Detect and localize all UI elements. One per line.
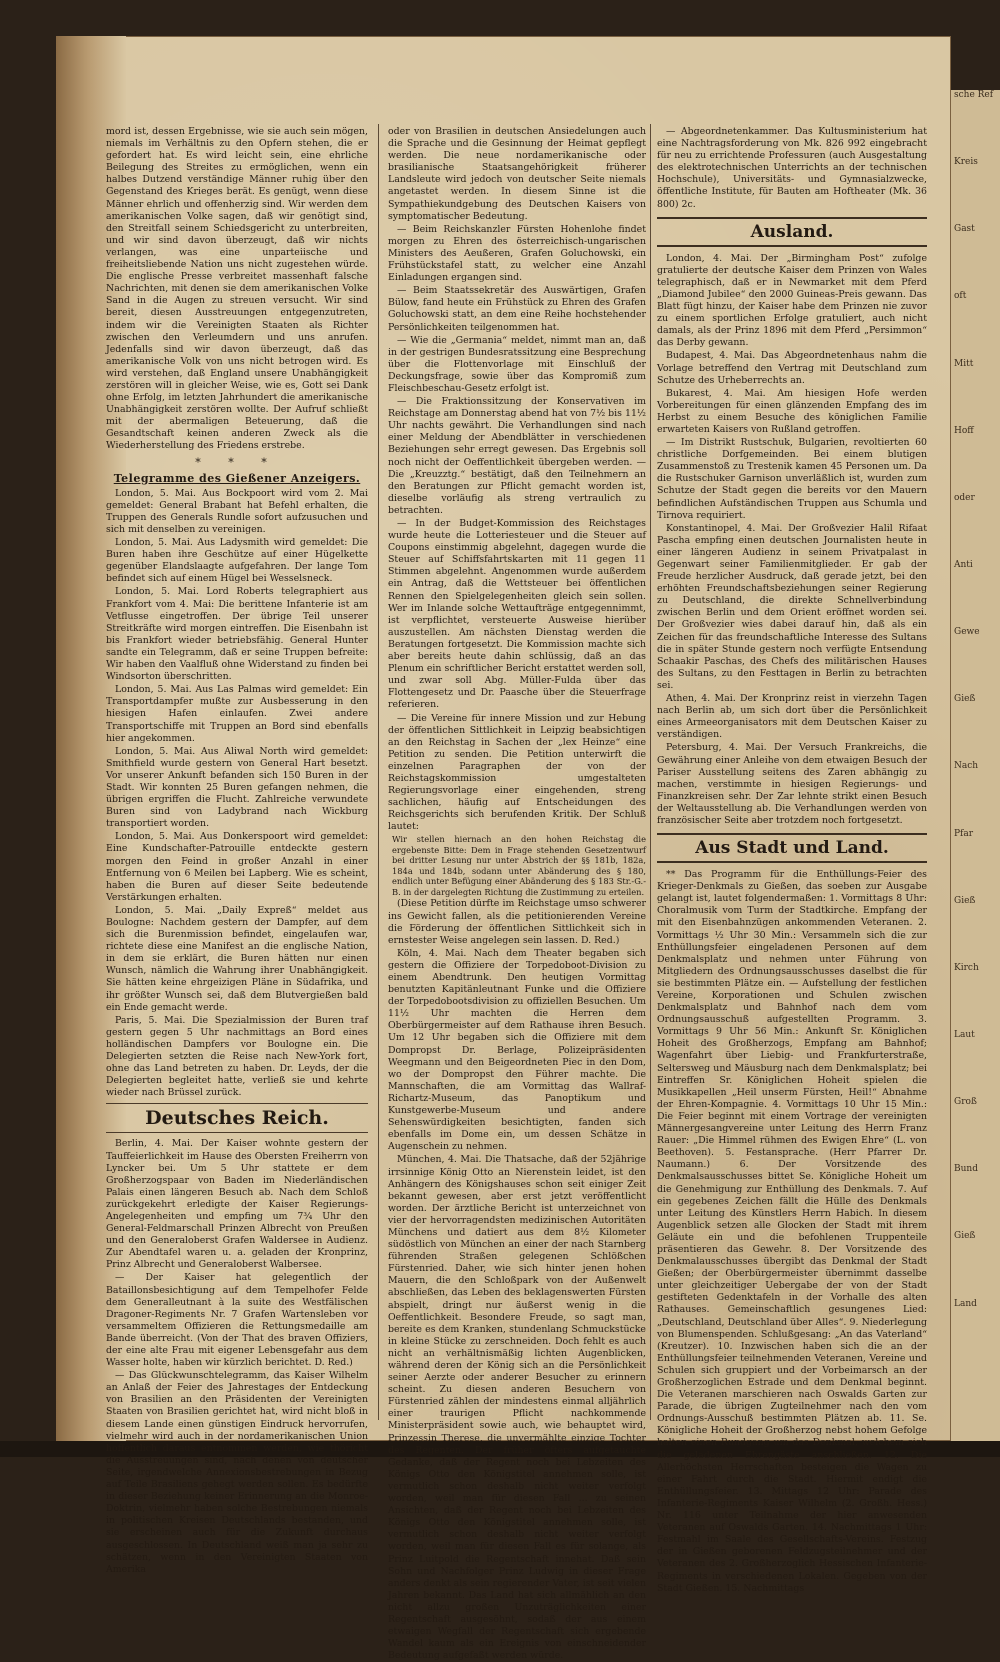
- adjacent-page-text: [951, 1265, 1000, 1276]
- news-item: München, 4. Mai. Die Thatsache, daß der 52jährige irrsinnige König Otto an Nierenstein leidet, ist den Anhängern des Königshauses schon seit einiger Zeit bekannt gewesen, aber erst jetzt veröffentlicht worden. Der ärztliche Bericht ist unterzeichnet von vier der hervorragendsten medizinischen Autoritäten Münchens und datiert aus dem 8½ Kilometer südöstlich von München an einer der nach Starnberg führenden Straßen gelegenen Schlößchen Fürstenried. Daher, wie sich hinter jenen hohen Mauern, die den Schloßpark von der Außenwelt abschließen, das Leben des beklagenswerten Fürsten abspielt, dringt nur äußerst wenig in die Oeffentlichkeit. Besondere Freude, so sagt man, bereite es dem Kranken, stundenlang Schmuckstücke in kleine Stücke zu zerschneiden. Doch fehlt es auch nicht an verhältnismäßig lichten Augenblicken, während deren der König sich an die Persönlichkeit seiner Aerzte oder anderer Besucher zu erinnern scheint. Zu diesen anderen Besuchern von Fürstenried zählen der mindestens einmal alljährlich einer traurigen Pflicht nachkommende Ministerpräsident sowie auch, wie behauptet wird, Prinzessin Therese, die unvermählte einzige Tochter des Regenten. Der früher öfters aufgetauchte Gedanke, daß der Regent noch bei Lebzeiten des Königs Otto den Königstitel annehmen solle, ist vermutlich schon deshalb nicht weiter verfolgt worden, weil man für diesen Fall ... zu seinen Ansichten, daß der Regent noch bei Lebzeiten des Königs Otto den Königstitel annehmen solle, ist vermutlich schon deshalb nicht weiter verfolgt worden, weil man für diesen Fall es für solange, als Prinz Luitpold die Regentschaft innehat. Daß sein Sohn und Nachfolger Prinz Ludwig in dieser Frage anders denkt als sein regierender Vater, ist seit vielen Jahren bekannt. Das Land hat sich allmählich an den nicht allzu großen Unzuträglichkeiten einer Regentschaft ausgesöhnt, sodaß der aus einem etwaigen Wegfall der Regentschaft sich ergebende Wandel kaum als ein Ereignis von einschneidender Bedeutung aufgefaßt werden würde.: [388, 1154, 646, 1662]
- adjacent-page-text: [951, 269, 1000, 280]
- adjacent-page-text: Gewe: [954, 627, 980, 638]
- column-3: [657, 126, 927, 1594]
- adjacent-page-text: [951, 112, 1000, 123]
- adjacent-page-text: [951, 672, 1000, 683]
- adjacent-page-text: [951, 885, 1000, 896]
- adjacent-page-text: [951, 683, 1000, 694]
- adjacent-page-text: [951, 851, 1000, 862]
- adjacent-page-text: [951, 1343, 1000, 1354]
- adjacent-page-text: [951, 415, 1000, 426]
- adjacent-page-text: [951, 325, 1000, 336]
- adjacent-page-text: [951, 1354, 1000, 1365]
- adjacent-page-text: [951, 1108, 1000, 1119]
- adjacent-page-text: [951, 101, 1000, 112]
- adjacent-page-text: [951, 347, 1000, 358]
- news-item: — Im Distrikt Rustschuk, Bulgarien, revoltierten 60 christliche Dorfgemeinden. Bei einem blutigen Zusammenstoß zu Trestenik kamen 45 Personen um. Da die Rustschuker Garnison unverläßlich ist, wurden zum Schutze der Stadt gegen die bereits vor den Mauern befindlichen Aufständischen Truppen aus Schumla und Tirnova requiriert.: [657, 437, 927, 521]
- adjacent-page-text: [951, 403, 1000, 414]
- adjacent-page-text: Gieß: [954, 1231, 976, 1242]
- news-item: Köln, 4. Mai. Nach dem Theater begaben sich gestern die Offiziere der Torpedoboot-Division zu einem Abendtrunk. Den heutigen Vormittag benutzten Kapitänleutnant Funke und die Offiziere der Torpedobootsdivision zu offiziellen Besuchen. Um 11½ Uhr machten die Herren dem Oberbürgermeister auf dem Rathause ihren Besuch. Um 12 Uhr begaben sich die Offiziere mit dem Dompropst Dr. Berlage, Polizeipräsidenten Weegmann und den Beigeordneten Piec in den Dom, wo der Dompropst den Führer machte. Die Mannschaften, die am Vormittag das Wallraf-Richartz-Museum, das Panoptikum und Kunstgewerbe-Museum und andere Sehenswürdigkeiten besichtigten, fanden sich ebenfalls im Dome ein, um dessen Schätze in Augenschein zu nehmen.: [388, 947, 646, 1153]
- news-item: Athen, 4. Mai. Der Kronprinz reist in vierzehn Tagen nach Berlin ab, um sich dort über die Persönlichkeit eines Armeeorganisators mit dem Deutschen Kaiser zu verständigen.: [657, 693, 927, 741]
- section-separator: * * *: [195, 455, 279, 469]
- adjacent-page-text: [951, 1153, 1000, 1164]
- adjacent-page-text: [951, 1041, 1000, 1052]
- adjacent-page-text: [951, 526, 1000, 537]
- adjacent-page-text: [951, 1019, 1000, 1030]
- petition-quote: Wir stellen hiernach an den hohen Reichstag die ergebenste Bitte: Dem in Frage stehenden Gesetzentwurf bei dritter Lesung nur unter Abstrich der §§ 181b, 182a, 184a und 184b, sodann unter Abänderung des § 180, endlich unter Befügung einer Abänderung des § 183 Str.-G.-B. in der dargelegten Richtung die Zustimmung zu erteilen.: [392, 834, 646, 897]
- adjacent-page-text: [951, 996, 1000, 1007]
- adjacent-page-text: [951, 213, 1000, 224]
- news-item: (Diese Petition dürfte im Reichstage umso schwerer ins Gewicht fallen, als die petitionierenden Vereine die Förderung der öffentlichen Sittlichkeit sich in ernstester Weise angelegen sein lassen. D. Red.): [388, 898, 646, 946]
- adjacent-page-text: Mitt: [954, 358, 974, 369]
- adjacent-page-text: [951, 918, 1000, 929]
- adjacent-page-text: [951, 929, 1000, 940]
- adjacent-page-text: [951, 235, 1000, 246]
- adjacent-page-text: Kirch: [954, 962, 979, 973]
- news-item: Petersburg, 4. Mai. Der Versuch Frankreichs, die Gewährung einer Anleihe von dem etwaigen Besuch der Pariser Ausstellung seitens des Zaren abhängig zu machen, verstimmte in hiesigen Regierungs- und Finanzkreisen sehr. Der Zar lehnte strikt einen Besuch der Weltausstellung ab. Die Verhandlungen werden von französischer Seite aber trotzdem noch fortgesetzt.: [657, 742, 927, 826]
- adjacent-page-text: [951, 1008, 1000, 1019]
- column-rule: [650, 124, 651, 1420]
- adjacent-page-text: [951, 985, 1000, 996]
- adjacent-page-text: [951, 728, 1000, 739]
- adjacent-page-text: [951, 258, 1000, 269]
- adjacent-page-text: [951, 381, 1000, 392]
- news-item: London, 4. Mai. Der „Birmingham Post“ zufolge gratulierte der deutsche Kaiser dem Prinzen von Wales telegraphisch, daß er in Newmarket mit dem Pferd „Diamond Jubilee“ den 2000 Guineas-Preis gewann. Das Blatt fügt hinzu, der Kaiser habe dem Prinzen nie zuvor zu einem sportlichen Erfolge gratuliert, auch nicht damals, als der Prinz 1896 mit dem Pferd „Persimmon“ das Derby gewann.: [657, 252, 927, 349]
- adjacent-page-text: [951, 873, 1000, 884]
- adjacent-page-text: [951, 448, 1000, 459]
- adjacent-page-text: [951, 470, 1000, 481]
- adjacent-page-text: [951, 974, 1000, 985]
- adjacent-page-text: Gast: [954, 224, 975, 235]
- adjacent-page-text: [951, 739, 1000, 750]
- adjacent-page-text: [951, 1052, 1000, 1063]
- telegram-item: London, 5. Mai. Aus Donkerspoort wird gemeldet: Eine Kundschafter-Patrouille entdeckte gestern morgen den Feind in großer Anzahl in einer Entfernung von 6 Meilen bei Lapberg. Wie es scheint, haben die Buren auf dieser Seite bedeutende Verstärkungen erhalten.: [106, 831, 368, 903]
- adjacent-page-text: [951, 650, 1000, 661]
- news-item: Konstantinopel, 4. Mai. Der Großvezier Halil Rifaat Pascha empfing einen deutschen Journalisten heute in einer längeren Audienz in seinem Privatpalast in Gegenwart seiner Familienmitglieder. Er gab der Freude herzlicher Ausdruck, daß gerade jetzt, bei den erhöhten Freundschaftsbeziehungen seiner Regierung zu Deutschland, die direkte Schnellverbindung zwischen Berlin und dem Orient eröffnet worden sei. Der Großvezier wies dabei darauf hin, daß als ein Zeichen für das freundschaftliche Interesse des Sultans die in später Stunde gestern noch verfügte Entsendung Schaakir Paschas, des Chefs des militärischen Hauses des Sultans, zu den Festtagen in Berlin zu betrachten sei.: [657, 522, 927, 691]
- adjacent-page-text: Nach: [954, 761, 979, 772]
- adjacent-page-text: Gieß: [954, 895, 976, 906]
- adjacent-page-text: Bund: [954, 1164, 978, 1175]
- column-1: [106, 126, 368, 1575]
- adjacent-page-text: [951, 952, 1000, 963]
- adjacent-page-text: [951, 146, 1000, 157]
- adjacent-page-text: [951, 515, 1000, 526]
- news-item: — Die Fraktionssitzung der Konservativen im Reichstage am Donnerstag abend hat von 7½ bis 11½ Uhr nachts gewährt. Die Verhandlungen sind nach einer Meldung der Abendblätter in verschiedenen Beziehungen sehr erregt gewesen. Das Ergebnis soll noch nicht der Oeffentlichkeit übergeben werden. — Die „Kreuzztg.“ bestätigt, daß den Teilnehmern an den Beratungen zur Pflicht gemacht worden ist, dieselbe vorläufig als streng vertraulich zu betrachten.: [388, 396, 646, 516]
- adjacent-page-text: Laut: [954, 1029, 975, 1040]
- adjacent-page-text: [951, 795, 1000, 806]
- adjacent-page-text: [951, 1120, 1000, 1131]
- adjacent-page-text: [951, 1131, 1000, 1142]
- news-item: ** Das Programm für die Enthüllungs-Feier des Krieger-Denkmals zu Gießen, das soeben zur Ausgabe gelangt ist, lautet folgendermaßen: 1. Vormittags 8 Uhr: Choralmusik vom Turm der Stadtkirche. Empfang der mit den Eisenbahnzügen ankommenden Veteranen. 2. Vormittags ½ Uhr 30 Min.: Versammeln sich die zur Enthüllungsfeier eingeladenen Personen auf dem Denkmalsplatz und nehmen unter Führung von Mitgliedern des Ordnungsausschusses daselbst die für sie bestimmten Plätze ein. — Aufstellung der festlichen Vereine, Korporationen und Schulen zwischen Denkmalsplatz und Bahnhof nach dem vom Ordnungsausschuß aufgestellten Programm. 3. Vormittags 9 Uhr 56 Min.: Ankunft Sr. Königlichen Hoheit des Großherzogs, Empfang am Bahnhof; Wagenfahrt über Liebig- und Frankfurterstraße, Seltersweg und Mäusburg nach dem Denkmalsplatz; bei Eintreffen Sr. Königlichen Hoheit spielen die Musikkapellen „Heil unserm Fürsten, Heil!“ Abnahme der Ehren-Kompagnie. 4. Vormittags 10 Uhr 15 Min.: Die Feier beginnt mit einem Vortrage der vereinigten Männergesangvereine unter Leitung des Herrn Franz Rauer: „Die Himmel rühmen des Ewigen Ehre“ (L. von Beethoven). 5. Festansprache. (Herr Pfarrer Dr. Naumann.) 6. Der Vorsitzende des Denkmalsausschusses bittet Se. Königliche Hoheit um die Genehmigung zur Enthüllung des Denkmals. 7. Auf ein gegebenes Zeichen fällt die Hülle des Denkmals unter Leitung des Künstlers Herrn Habich. In diesem Augenblick setzen alle Glocken der Stadt mit ihrem Geläute ein und die befohlenen Truppenteile präsentieren das Gewehr. 8. Der Vorsitzende des Denkmalausschusses übergibt das Denkmal der Stadt Gießen; der Oberbürgermeister übernimmt dasselbe unter gleichzeitiger Uebergabe der von der Stadt gestifteten Gedenktafeln in der Vorhalle des alten Rathauses. Gemeinschaftlich gesungenes Lied: „Deutschland, Deutschland über Alles“. 9. Niederlegung von Blumenspenden. Schlußgesang: „An das Vaterland“ (Kreutzer). 10. Inzwischen haben sich die an der Enthüllungsfeier teilnehmenden Veteranen, Vereine und Schulen sich gruppiert und der Vorbeimarsch an der Großherzoglichen Estrade und dem Denkmal beginnt. Die Veteranen marschieren nach Oswalds Garten zur Parade, die übrigen Zugteilnehmer nach den vom Ordnungs-Ausschuß bestimmten Plätzen ab. 11. Se. Königliche Hoheit der Großherzog nebst hohem Gefolge halten einen Rundgang um das Denkmal, welchem sich die geladenen Ehrengäste anschließen. 12. Die Allerhöchsten Herrschaften besteigen die Wagen zu einer Fahrt durch die Stadt. Hiermit endigt die Enthüllungsfeier. 13. Mittags 12 Uhr: Parade des Infanterie-Regiments Kaiser Wilhelm (2. Großh. Hess.) Nr. 116 unter Teilnahme der hier anwesenden Veteranen auf Oswalds Garten. 14. Nachmittags 1 Uhr: Festmahl im Saale des Gesellschafts-Vereins. Festzug der in Gießen geborenen Feldzugsteilnehmer und der Veteranen des 2. Großherzoglich Hessischen Infanterie-Regiments in verschiedenen Lokalen. Gegeben von der Stadt Gießen. 15. Nachmittags: [657, 869, 927, 1594]
- adjacent-page-text: [951, 605, 1000, 616]
- adjacent-page-text: [951, 840, 1000, 851]
- adjacent-page-text: [951, 594, 1000, 605]
- adjacent-page-text: [951, 314, 1000, 325]
- adjacent-page-text: [951, 1064, 1000, 1075]
- adjacent-page-text: [951, 862, 1000, 873]
- news-item: Berlin, 4. Mai. Der Kaiser wohnte gestern der Tauffeierlichkeit im Hause des Obersten Freiherrn von Lyncker bei. Um 5 Uhr stattete er dem Großherzogspaar von Baden im Niederländischen Palais einen längeren Besuch ab. Nach dem Schloß zurückgekehrt erledigte der Kaiser Regierungs-Angelegenheiten und empfing um 7¾ Uhr den General-Feldmarschall Prinzen Albrecht von Preußen und den Generaloberst Grafen Waldersee in Audienz. Zur Abendtafel waren u. a. geladen der Kronprinz, Prinz Albrecht und Generaloberst Walbersee.: [106, 1138, 368, 1271]
- telegram-item: London, 5. Mai. Aus Las Palmas wird gemeldet: Ein Transportdampfer mußte zur Ausbesserung in den hiesigen Hafen einlaufen. Zwei andere Transportschiffe mit Truppen an Bord sind ebenfalls hier angekommen.: [106, 684, 368, 744]
- adjacent-page-text: Pfar: [954, 828, 974, 839]
- adjacent-page-text: [951, 616, 1000, 627]
- adjacent-page-text: [951, 705, 1000, 716]
- adjacent-page-text: [951, 1254, 1000, 1265]
- column-2: [388, 126, 646, 1662]
- article-paragraph: mord ist, dessen Ergebnisse, wie sie auch sein mögen, niemals im Verhältnis zu den Opfern stehen, die er gefordert hat. Es wird leicht sein, eine ehrliche Beilegung des Streites zu ermöglichen, wenn ein halbes Dutzend verständige Männer ruhig über den Gegenstand des Krieges berät. Es genügt, wenn diese Männer ehrlich und offenherzig sind. Wir werden dem amerikanischen Volke sagen, daß wir genötigt sind, den Streitfall seinem Schiedsgericht zu unterbreiten, und wir sind davon überzeugt, daß wir nichts verlangen, was eine unparteiische und freiheitsliebende Nation uns nicht zugestehen würde. Die englische Presse verbreitet massenhaft falsche Nachrichten, mit denen sie dem amerikanischen Volke Sand in die Augen zu streuen versucht. Wir sind bereit, diesen Ausstreuungen entgegenzutreten, indem wir die Vereinigten Staaten als Richter zwischen den Verleumdern und uns anrufen. Jedenfalls sind wir davon überzeugt, daß das amerikanische Volk von uns nicht betrogen wird. Es wird verstehen, daß England unsere Unabhängigkeit zerstören will in gleicher Weise, wie es, Gott sei Dank ohne Erfolg, im letzten Jahrhundert die amerikanische Unabhängigkeit zerstören wollte. Der Aufruf schließt mit der abermaligen Beteuerung, daß die Gesandtschaft keinen anderen Zweck als die Wiederherstellung des Friedens erstrebe.: [106, 126, 368, 452]
- adjacent-page-text: [951, 336, 1000, 347]
- telegram-item: London, 5. Mai. Lord Roberts telegraphiert aus Frankfort vom 4. Mai: Die berittene Infanterie ist am Vetflusse eingetroffen. Der übrige Teil unserer Streitkräfte wird morgen eintreffen. Die Eisenbahn ist bis Frankfort wieder betriebsfähig. General Hunter sandte ein Telegramm, daß er seine Truppen befreite: Wir haben den Vaalfluß ohne Widerstand zu finden bei Windsorton überschritten.: [106, 586, 368, 683]
- section-heading-stadt-und-land: Aus Stadt und Land.: [657, 833, 927, 863]
- news-item: — Das Glückwunschtelegramm, das Kaiser Wilhelm an Anlaß der Feier des Jahrestages der Entdeckung von Brasilien an den Präsidenten der Vereinigten Staaten von Brasilien gerichtet hat, wird nicht bloß in diesem Lande einen günstigen Eindruck hervorrufen, vielmehr wird auch in der nordamerikanischen Union hoffentlich daraus entnommen werden, wie thöricht die Ausstreuungen sind, nach denen von deutscher Seite, irgendwelche Annexionsbestrebungen in Bezug auf Teile Brasiliens gehegt werden sollen. Es bedürfte in dieser Beziehung keiner Erinnerung an die Monroe-Doktrin, vielmehr haben solche Bestrebungen niemals in politischen Kreisen Deutschlands bestanden, und sie erscheinen auch für die Zukunft durchaus ausgeschlossen. In Deutschland weiß man ja sehr zu schätzen, wenn in den Vereinigten Staaten von Amerika: [106, 1370, 368, 1575]
- adjacent-page-text: [951, 1142, 1000, 1153]
- adjacent-page-text: [951, 135, 1000, 146]
- news-item: Bukarest, 4. Mai. Am hiesigen Hofe werden Vorbereitungen für einen glänzenden Empfang des im Herbst zu einem Besuche des königlichen Familie erwarteten Kaisers von Rußland getroffen.: [657, 387, 927, 435]
- adjacent-page-text: [951, 1287, 1000, 1298]
- adjacent-page-text: [951, 202, 1000, 213]
- news-item: — Beim Staatssekretär des Auswärtigen, Grafen Bülow, fand heute ein Frühstück zu Ehren des Grafen Goluchowski statt, an dem eine Reihe hochstehender Persönlichkeiten teilgenommen hat.: [388, 285, 646, 333]
- adjacent-page-text: Groß: [954, 1097, 977, 1108]
- news-item: — Der Kaiser hat gelegentlich der Bataillonsbesichtigung auf dem Tempelhofer Felde dem Generalleutnant à la suite des Westfälischen Dragoner-Regiments Nr. 7 Grafen Wartensleben vor versammeltem Offizieren die Rettungsmedaille am Bande überreicht. (Von der That des braven Offiziers, der eine alte Frau mit eigener Lebensgefahr aus dem Wasser holte, haben wir kürzlich berichtet. D. Red.): [106, 1272, 368, 1369]
- telegram-item: London, 5. Mai. Aus Ladysmith wird gemeldet: Die Buren haben ihre Geschütze auf einer Hügelkette gegenüber Elandslaagte aufgefahren. Der lange Tom befindet sich auf einem Hügel bei Wesselsneck.: [106, 537, 368, 585]
- adjacent-page-text: [951, 191, 1000, 202]
- adjacent-page-text: [951, 806, 1000, 817]
- adjacent-page-text: [951, 124, 1000, 135]
- news-item: — Wie die „Germania“ meldet, nimmt man an, daß in der gestrigen Bundesratssitzung eine Besprechung über die Flottenvorlage mit Einschluß der Deckungsfrage, sowie über das Kompromiß zum Fleischbeschau-Gesetz erfolgt ist.: [388, 334, 646, 394]
- adjacent-page-text: Gieß: [954, 694, 976, 705]
- adjacent-page-text: Land: [954, 1298, 977, 1309]
- news-item: Budapest, 4. Mai. Das Abgeordnetenhaus nahm die Vorlage betreffend den Vertrag mit Deutschland zum Schutze des Urheberrechts an.: [657, 350, 927, 386]
- adjacent-page-text: Anti: [954, 559, 973, 570]
- adjacent-page-text: [951, 392, 1000, 403]
- column-rule: [378, 124, 379, 1420]
- news-item: — Abgeordnetenkammer. Das Kultusministerium hat eine Nachtragsforderung von Mk. 826 992 eingebracht für neu zu errichtende Professuren (auch Ausgestaltung des elektrotechnischen Unterrichts an der technischen Hochschule), Universitäts- und Gymnasialzwecke, öffentliche Institute, für Bauten am Hoftheater (Mk. 36 800) 2c.: [657, 126, 927, 210]
- section-heading-ausland: Ausland.: [657, 217, 927, 247]
- adjacent-page-text: [951, 817, 1000, 828]
- adjacent-page-text: [951, 1187, 1000, 1198]
- adjacent-page-text: [951, 773, 1000, 784]
- adjacent-page-text: [951, 168, 1000, 179]
- telegram-item: Paris, 5. Mai. Die Spezialmission der Buren traf gestern gegen 5 Uhr nachmittags an Bord eines holländischen Dampfers vor Boulogne ein. Die Delegierten setzten die Reise nach New-York fort, ohne das Land betreten zu haben. Dr. Leyds, der die Delegierten begleitet hatte, verließ sie und kehrte wieder nach Brüssel zurück.: [106, 1014, 368, 1099]
- adjacent-page-text: [951, 504, 1000, 515]
- adjacent-page-text: [951, 459, 1000, 470]
- adjacent-page-text: sche Ref: [954, 90, 994, 100]
- adjacent-page-text: [951, 750, 1000, 761]
- adjacent-page-text: [951, 1332, 1000, 1343]
- adjacent-page-text: [951, 1086, 1000, 1097]
- news-item: — Beim Reichskanzler Fürsten Hohenlohe findet morgen zu Ehren des österreichisch-ungarischen Ministers des Aeußeren, Grafen Goluchowski, ein Frühstückstafel statt, zu welcher eine Anzahl Einladungen ergangen sind.: [388, 223, 646, 284]
- telegrams-heading: Telegramme des Gießener Anzeigers.: [113, 471, 361, 485]
- adjacent-page-text: [951, 571, 1000, 582]
- adjacent-page-text: [951, 582, 1000, 593]
- adjacent-page-text: [951, 717, 1000, 728]
- telegram-item: London, 5. Mai. Aus Bockpoort wird vom 2. Mai gemeldet: General Brabant hat Befehl erhalten, die Truppen des Generals Rundle sofort aufzusuchen und sich mit denselben zu vereinigen.: [106, 487, 368, 535]
- adjacent-page-text: [951, 1209, 1000, 1220]
- adjacent-page-text: [951, 549, 1000, 560]
- adjacent-page-text: [951, 1198, 1000, 1209]
- adjacent-page-text: [951, 638, 1000, 649]
- adjacent-page-text: [951, 1321, 1000, 1332]
- adjacent-page-text: [951, 1175, 1000, 1186]
- adjacent-page-edge: [951, 90, 1000, 1450]
- adjacent-page-text: [951, 303, 1000, 314]
- news-item: — In der Budget-Kommission des Reichstages wurde heute die Lotteriesteuer und die Steuer auf Coupons einstimmig abgelehnt, dagegen wurde die Steuer auf Schiffsfahrtskarten mit 11 gegen 11 Stimmen abgelehnt. Angenommen wurde außerdem ein Antrag, daß die Wettsteuer bei öffentlichen Rennen den Spielgelegenheiten gleich sein sollen. Wer im Inlande solche Wettaufträge entgegennimmt, ist verpflichtet, versteuerte Ausweise hierüber auszustellen. Am nächsten Dienstag werden die Beratungen fortgesetzt. Die Kommission machte sich aber bereits heute dahin schlüssig, daß an das Plenum ein schriftlicher Bericht erstattet werden soll, und zwar soll Abg. Müller-Fulda über das Flottengesetz und Dr. Paasche über die Steuerfrage referieren.: [388, 518, 646, 711]
- adjacent-page-text: [951, 482, 1000, 493]
- news-item: oder von Brasilien in deutschen Ansiedelungen auch die Sprache und die Gesinnung der Heimat gepflegt werden. Die neue nordamerikanische oder brasilianische Staatsangehörigkeit früherer Landsleute wird jedoch von deutscher Seite niemals angetastet werden. In diesem Sinne ist die Sympathiekundgebung des Deutschen Kaisers von symptomatischer Bedeutung.: [388, 126, 646, 222]
- adjacent-page-text: [951, 1075, 1000, 1086]
- telegram-item: London, 5. Mai. Aus Aliwal North wird gemeldet: Smithfield wurde gestern von General Hart besetzt. Vor unserer Ankunft befanden sich 150 Buren in der Stadt. Wir konnten 25 Buren gefangen nehmen, die übrigen ergriffen die Flucht. Zahlreiche verwundete Buren sind von Ladybrand nach Wickburg transportiert worden.: [106, 745, 368, 830]
- adjacent-page-text: [951, 1276, 1000, 1287]
- adjacent-page-text: oft: [954, 291, 967, 302]
- adjacent-page-text: oder: [954, 492, 975, 503]
- adjacent-page-text: [951, 1220, 1000, 1231]
- adjacent-page-text: Kreis: [954, 157, 978, 168]
- adjacent-page-text: [951, 784, 1000, 795]
- adjacent-page-text: [951, 247, 1000, 258]
- adjacent-page-text: Hoff: [954, 425, 974, 436]
- adjacent-page-text: [951, 907, 1000, 918]
- adjacent-page-text: [951, 661, 1000, 672]
- telegram-item: London, 5. Mai. „Daily Expreß“ meldet aus Boulogne: Nachdem gestern der Dampfer, auf dem sich die Burenmission befindet, eingelaufen war, richtete diese eine Manifest an die englische Nation, in dem sie erklärt, die Buren hätten nur einen Wunsch, nämlich die Wahrung ihrer Unabhängigkeit. Sie hätten keine ehrgeizigen Pläne in Südafrika, und ihr größter Wunsch sei, daß dem Blutvergießen bald ein Ende gemacht werde.: [106, 904, 368, 1013]
- adjacent-page-text: [951, 1243, 1000, 1254]
- news-item: — Die Vereine für innere Mission und zur Hebung der öffentlichen Sittlichkeit in Leipzig beabsichtigen an den Reichstag in Sachen der „lex Heinze“ eine Petition zu senden. Die Petition unterwirft die einzelnen Paragraphen der von der Reichstagskommission umgestalteten Regierungsvorlage einer eingehenden, streng sachlichen, häufig auf Entscheidungen des Reichsgerichts sich berufenden Kritik. Der Schluß lautet:: [388, 712, 646, 833]
- adjacent-page-text: [951, 370, 1000, 381]
- adjacent-page-text: [951, 940, 1000, 951]
- adjacent-page-text: [951, 180, 1000, 191]
- adjacent-page-text: [951, 437, 1000, 448]
- adjacent-page-text: [951, 1310, 1000, 1321]
- section-heading-deutsches-reich: Deutsches Reich.: [106, 1103, 368, 1133]
- adjacent-page-text: [951, 280, 1000, 291]
- adjacent-page-text: [951, 538, 1000, 549]
